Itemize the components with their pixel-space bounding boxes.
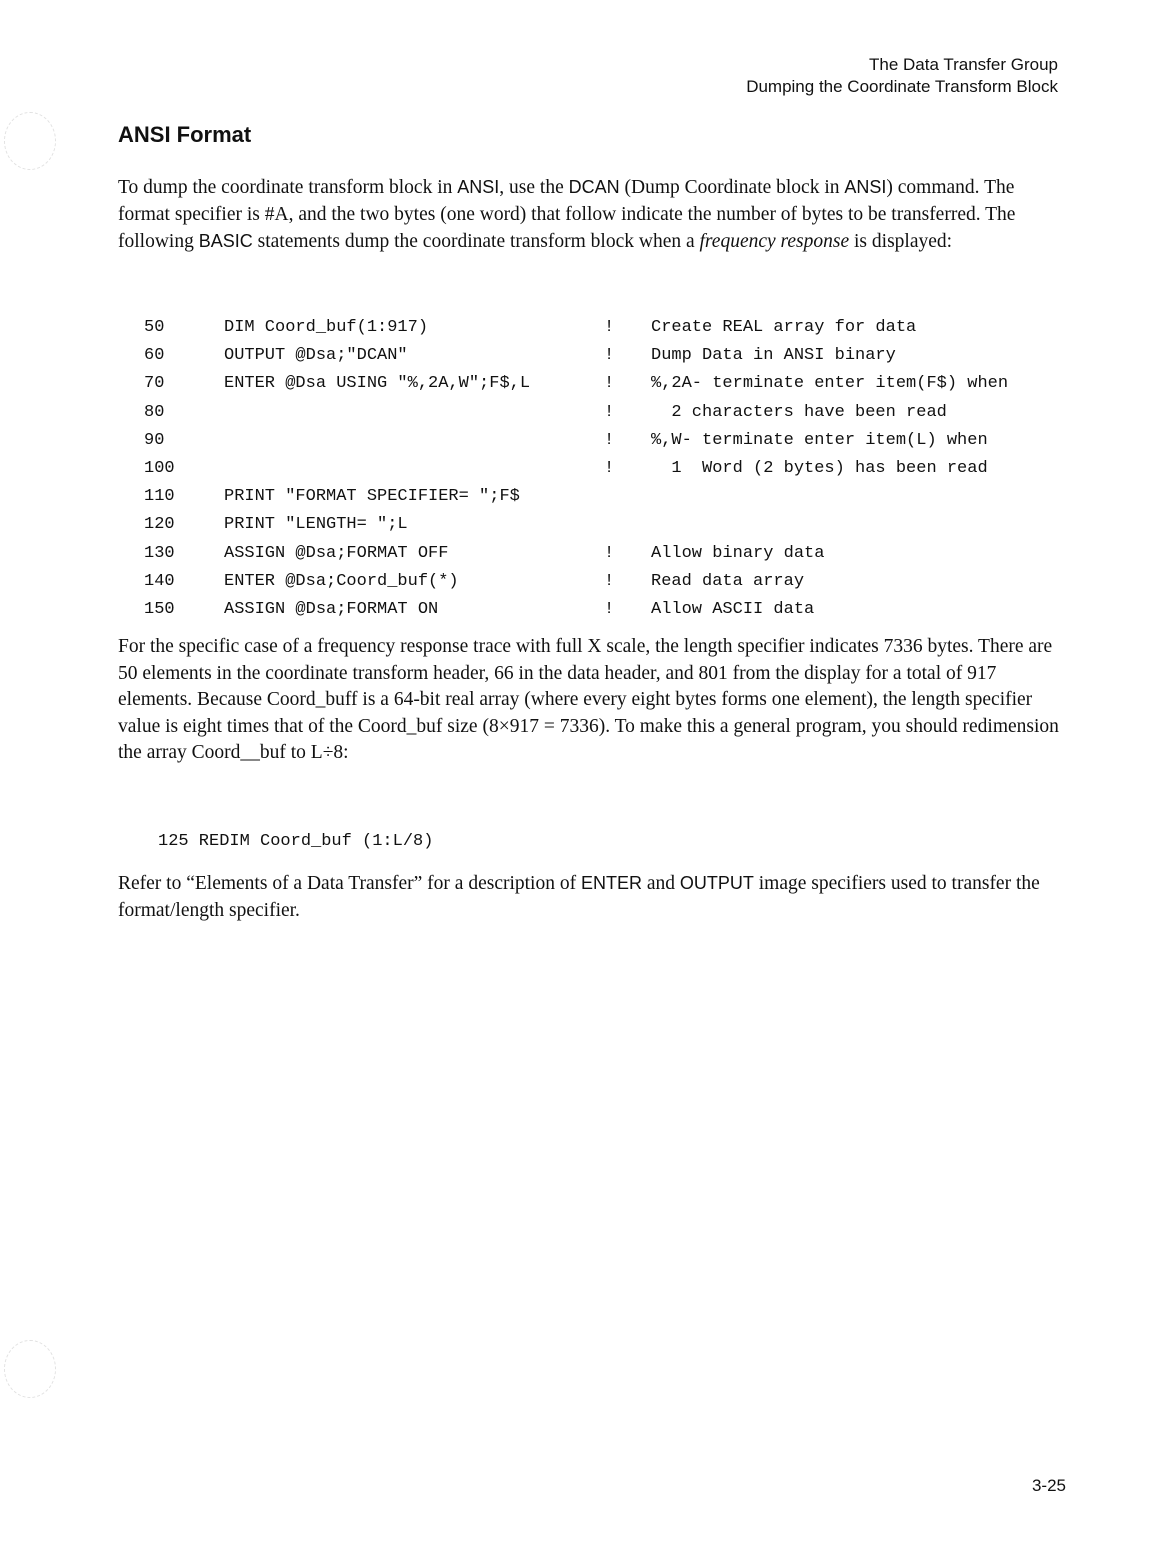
header-chapter: The Data Transfer Group <box>869 55 1058 74</box>
code-statement: ASSIGN @Dsa;FORMAT ON <box>224 599 439 619</box>
code-comment: Allow ASCII data <box>651 599 815 619</box>
code-comment: 2 characters have been read <box>651 402 947 422</box>
code-line <box>0 511 1176 539</box>
section-title: ANSI Format <box>118 122 252 147</box>
code-comment: Dump Data in ANSI binary <box>651 346 896 366</box>
line-number: 120 <box>144 515 175 535</box>
keyword-basic: BASIC <box>198 231 253 251</box>
line-number: 50 <box>144 318 165 337</box>
comment-marker: ! <box>604 543 615 563</box>
code-statement: ASSIGN @Dsa;FORMAT OFF <box>224 543 449 563</box>
page-number: 3-25 <box>1031 1476 1066 1495</box>
code-statement: DIM Coord_buf(1:917) <box>224 318 429 337</box>
comment-marker: ! <box>604 318 615 337</box>
code-comment: 1 Word (2 bytes) has been read <box>651 458 988 478</box>
code-line <box>0 540 1176 568</box>
code-line <box>0 342 1176 370</box>
code-comment: Create REAL array for data <box>651 318 917 337</box>
intro-text: , use the <box>499 177 569 198</box>
code-statement: ENTER @Dsa USING "%,2A,W";F$,L <box>224 374 531 394</box>
intro-text: To dump the coordinate transform block in <box>118 177 458 198</box>
closing-text: Refer to “Elements of a Data Transfer” for a description of <box>118 873 581 894</box>
code-statement: PRINT "LENGTH= ";L <box>224 515 408 535</box>
intro-text: is displayed: <box>849 231 953 252</box>
code-line <box>0 399 1176 427</box>
keyword-ansi: ANSI <box>844 177 887 197</box>
line-number: 60 <box>144 346 165 366</box>
comment-marker: ! <box>604 346 615 366</box>
comment-marker: ! <box>604 458 615 478</box>
line-number: 110 <box>144 487 175 507</box>
comment-marker: ! <box>604 374 615 394</box>
code-line <box>0 455 1176 483</box>
intro-text: statements dump the coordinate transform block when a <box>252 231 700 252</box>
keyword-ansi: ANSI <box>457 177 500 197</box>
running-header <box>746 54 1058 98</box>
code-line <box>0 596 1176 624</box>
code-statement: PRINT "FORMAT SPECIFIER= ";F$ <box>224 487 520 507</box>
comment-marker: ! <box>604 430 615 450</box>
closing-text: image specifiers used to transfer the format/length specifier. <box>118 873 1040 921</box>
code-comment: %,2A- terminate enter item(F$) when <box>651 374 1009 394</box>
line-number: 130 <box>144 543 175 563</box>
comment-marker: ! <box>604 571 615 591</box>
comment-marker: ! <box>604 402 615 422</box>
code-line <box>0 568 1176 596</box>
intro-text: (Dump Coordinate block in <box>619 177 845 198</box>
line-number: 100 <box>144 458 175 478</box>
closing-text: and <box>641 873 680 894</box>
closing-paragraph <box>118 870 1068 924</box>
keyword-dcan: DCAN <box>568 177 620 197</box>
code-line <box>0 314 1176 342</box>
code-comment: %,W- terminate enter item(L) when <box>651 430 988 450</box>
code-listing <box>0 314 1176 624</box>
explanation-paragraph: For the specific case of a frequency response trace with full X scale, the length specifier indicates 7336 bytes. There are 50 elements in the coordinate transform header, 66 in the data header, and 801 from the display for a total of 917 elements. Because Coord_buff is a 64-bit real array (where every eight bytes forms one element), the length specifier value is eight times that of the Coord_buf size (8×917 = 7336). To make this a general program, you should redimension the array Coord__buf to L÷8: <box>118 636 1059 763</box>
line-number: 90 <box>144 430 165 450</box>
keyword-enter: ENTER <box>580 873 642 893</box>
punch-hole-mark <box>4 112 56 170</box>
line-number: 150 <box>144 599 175 619</box>
intro-text: ) command. The format specifier is #A, and the two bytes (one word) that follow indicate the number of bytes to be transferred. The following <box>118 177 1016 252</box>
redim-code-line: 125 REDIM Coord_buf (1:L/8) <box>158 832 434 851</box>
code-statement: ENTER @Dsa;Coord_buf(*) <box>224 571 459 591</box>
line-number: 70 <box>144 374 165 394</box>
intro-paragraph <box>118 174 1068 256</box>
code-line <box>0 427 1176 455</box>
code-comment: Read data array <box>651 571 805 591</box>
punch-hole-mark <box>4 1340 56 1398</box>
code-line <box>0 483 1176 511</box>
comment-marker: ! <box>604 599 615 619</box>
code-line <box>0 370 1176 398</box>
code-comment: Allow binary data <box>651 543 825 563</box>
keyword-output: OUTPUT <box>679 873 754 893</box>
header-section: Dumping the Coordinate Transform Block <box>746 77 1058 96</box>
line-number: 140 <box>144 571 175 591</box>
line-number: 80 <box>144 402 165 422</box>
code-statement: OUTPUT @Dsa;"DCAN" <box>224 346 408 366</box>
italic-term: frequency response <box>699 231 850 252</box>
